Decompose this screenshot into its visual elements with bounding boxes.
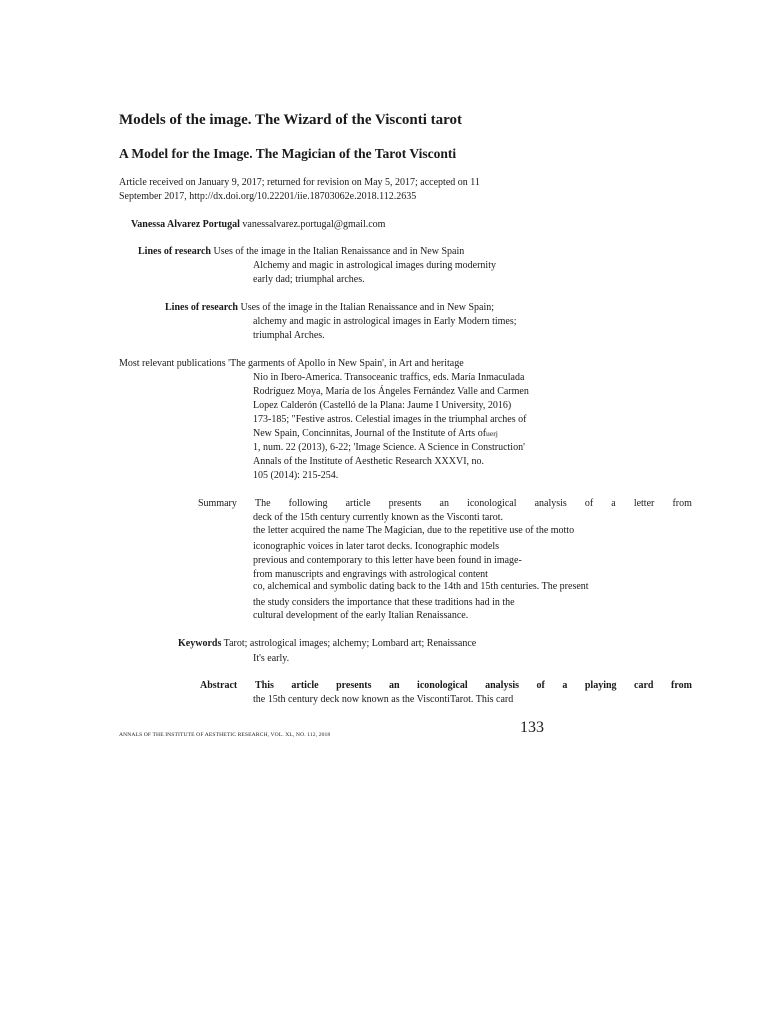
publications-line: Lopez Calderón (Castelló de la Plana: Jaume I University, 2016) <box>253 400 512 411</box>
abstract-word: a <box>562 680 568 691</box>
research-en-line: triumphal Arches. <box>253 330 325 341</box>
summary-line: cultural development of the early Italian Renaissance. <box>253 610 469 621</box>
author-name: Vanessa Alvarez Portugal <box>131 219 240 230</box>
publications-line-main: New Spain, Concinnitas, Journal of the Institute of Arts of <box>253 428 487 439</box>
research-es-label: Lines of research <box>138 246 211 257</box>
abstract-word: article <box>291 680 319 691</box>
abstract-word: an <box>388 680 400 691</box>
author-email[interactable]: vanessalvarez.portugal@gmail.com <box>242 219 386 230</box>
research-en-label: Lines of research <box>165 302 238 313</box>
publications-line: Annals of the Institute of Aesthetic Research XXXVI, no. <box>253 456 485 467</box>
publications-line: Rodríguez Moya, María de los Ángeles Fernández Valle and Carmen <box>253 386 529 397</box>
research-en-line: alchemy and magic in astrological images in Early Modern times; <box>253 316 517 327</box>
summary-word: analysis <box>534 498 567 509</box>
abstract-word: playing <box>584 680 617 691</box>
research-es-line: Alchemy and magic in astrological images during modernity <box>253 260 496 271</box>
page-number: 133 <box>520 719 544 736</box>
summary-line: iconographic voices in later tarot decks. Iconographic models <box>253 541 500 552</box>
keywords-text: Tarot; astrological images; alchemy; Lombard art; Renaissance <box>223 638 477 649</box>
research-en-first <box>165 301 494 315</box>
summary-word: a <box>611 498 616 509</box>
summary-word: from <box>672 498 692 509</box>
summary-line: deck of the 15th century currently known as the Visconti tarot. <box>253 512 503 523</box>
summary-first-line <box>255 497 692 511</box>
publications-line <box>253 427 498 441</box>
abstract-line: the 15th century deck now known as the ViscontiTarot. This card <box>253 694 514 705</box>
publications-first <box>119 357 464 371</box>
abstract-label: Abstract <box>200 680 238 691</box>
received-line-2: September 2017, http://dx.doi.org/10.22201/iie.18703062e.2018.112.2635 <box>119 191 417 202</box>
abstract-word: iconological <box>417 680 468 691</box>
abstract-word: analysis <box>485 680 520 691</box>
research-es-line: early dad; triumphal arches. <box>253 274 365 285</box>
summary-label: Summary <box>198 498 237 509</box>
journal-footer: ANNALS OF THE INSTITUTE OF AESTHETIC RESEARCH, VOL. XL, NO. 112, 2018 <box>119 732 331 738</box>
research-en-text: Uses of the image in the Italian Renaissance and in New Spain; <box>240 302 495 313</box>
summary-word: letter <box>633 498 655 509</box>
abstract-word: from <box>671 680 692 691</box>
publications-line: Nio in Ibero-America. Transoceanic traffics, eds. María Inmaculada <box>253 372 525 383</box>
summary-line-small: co, alchemical and symbolic dating back to the 14th and 15th centuries. The present <box>253 581 589 592</box>
publications-line-small: uerj <box>486 429 498 438</box>
abstract-word: presents <box>336 680 372 691</box>
abstract-word: of <box>536 680 545 691</box>
keywords-line: It's early. <box>253 653 290 664</box>
keywords-label: Keywords <box>178 638 222 649</box>
abstract-word: card <box>634 680 654 691</box>
summary-word: iconological <box>467 498 517 509</box>
article-subtitle: A Model for the Image. The Magician of the Tarot Visconti <box>119 146 457 161</box>
publications-line: 1, num. 22 (2013), 6-22; 'Image Science. A Science in Construction' <box>253 442 525 453</box>
publications-line: 173-185; "Festive astros. Celestial images in the triumphal arches of <box>253 414 527 425</box>
received-line-1: Article received on January 9, 2017; returned for revision on May 5, 2017; accepted on 11 <box>119 177 480 188</box>
publications-label: Most relevant publications <box>119 358 226 369</box>
summary-line: the study considers the importance that these traditions had in the <box>253 597 515 608</box>
summary-word: presents <box>388 498 422 509</box>
summary-line: previous and contemporary to this letter have been found in image- <box>253 555 522 566</box>
summary-line-small: the letter acquired the name The Magician, due to the repetitive use of the motto <box>253 525 575 536</box>
abstract-first-line <box>255 679 692 693</box>
publications-text: 'The garments of Apollo in New Spain', in Art and heritage <box>228 358 464 369</box>
author-line <box>131 218 385 232</box>
summary-word: article <box>345 498 371 509</box>
summary-word: The <box>255 498 271 509</box>
summary-line: from manuscripts and engravings with astrological content <box>253 569 488 580</box>
research-es-first <box>138 245 464 259</box>
summary-word: following <box>288 498 328 509</box>
summary-word: of <box>584 498 594 509</box>
abstract-word: This <box>255 680 274 691</box>
research-es-text: Uses of the image in the Italian Renaissance and in New Spain <box>213 246 465 257</box>
article-title: Models of the image. The Wizard of the Visconti tarot <box>119 112 463 128</box>
keywords-first <box>178 637 476 651</box>
publications-line: 105 (2014): 215-254. <box>253 470 339 481</box>
summary-word: an <box>439 498 449 509</box>
